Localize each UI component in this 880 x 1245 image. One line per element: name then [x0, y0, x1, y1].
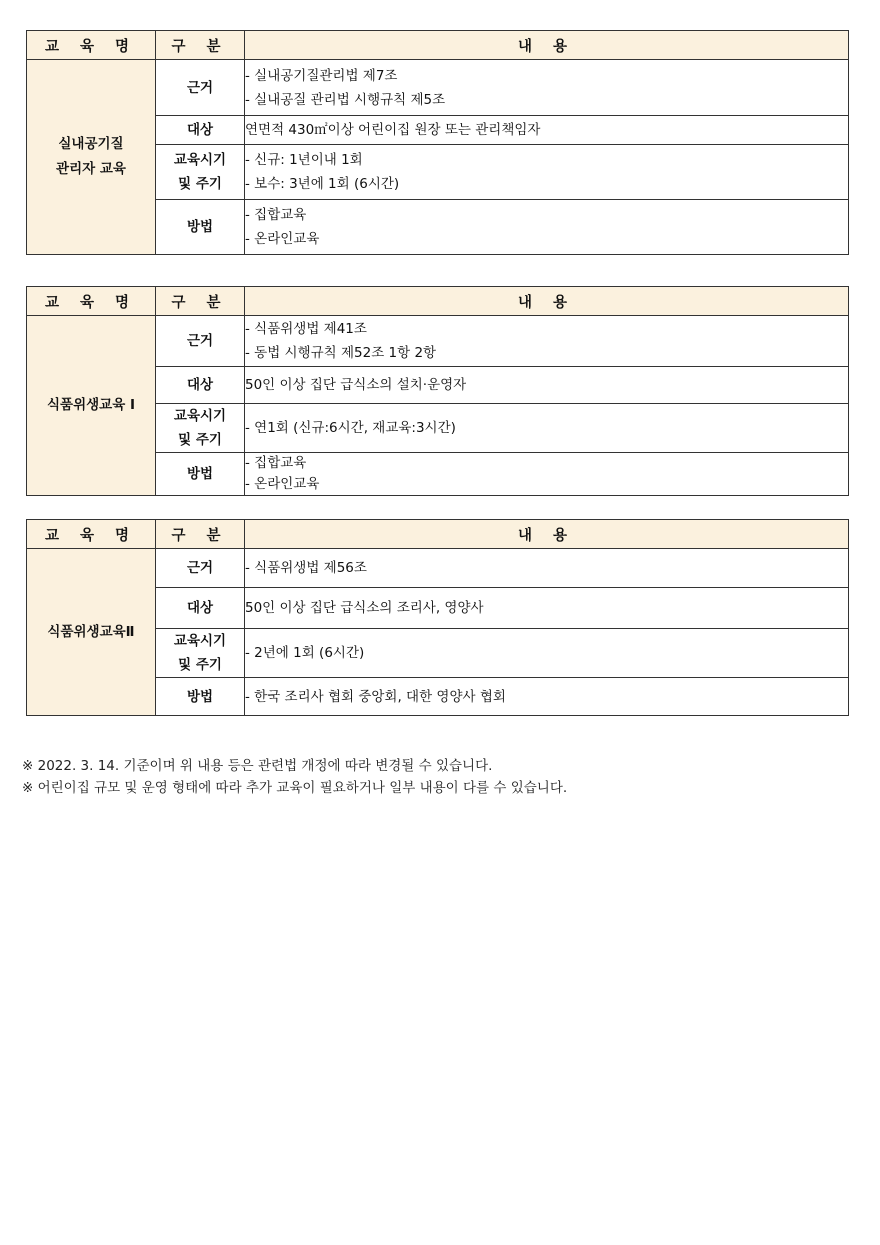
content-line: - 실내공기질관리법 제7조 — [245, 67, 398, 84]
content-line: - 한국 조리사 협회 중앙회, 대한 영양사 협회 — [245, 688, 506, 705]
content-line: 50인 이상 집단 급식소의 설치·운영자 — [245, 377, 467, 393]
content-line: - 동법 시행규칙 제52조 1항 2항 — [245, 345, 437, 361]
content-target — [245, 367, 849, 404]
header-content: 내 용 — [245, 31, 849, 60]
header-category: 구 분 — [156, 287, 245, 316]
content-method — [245, 200, 849, 255]
content-line: - 보수: 3년에 1회 (6시간) — [245, 176, 400, 192]
category-method: 방법 — [156, 453, 245, 496]
content-line: - 실내공질 관리법 시행규칙 제5조 — [245, 91, 446, 108]
content-basis — [245, 549, 849, 588]
education-table-food-hygiene-2 — [26, 519, 849, 716]
content-line: 50인 이상 집단 급식소의 조리사, 영양사 — [245, 600, 484, 616]
category-basis: 근거 — [156, 549, 245, 588]
table-header-row — [27, 287, 849, 316]
header-content: 내 용 — [245, 520, 849, 549]
content-period — [245, 629, 849, 678]
content-line: - 연1회 (신규:6시간, 재교육:3시간) — [245, 420, 456, 436]
category-target: 대상 — [156, 116, 245, 145]
education-name-line: 관리자 교육 — [56, 161, 126, 177]
header-name: 교 육 명 — [27, 287, 156, 316]
content-basis — [245, 316, 849, 367]
content-target — [245, 588, 849, 629]
content-method — [245, 453, 849, 496]
education-table-indoor-air — [26, 30, 849, 255]
category-period: 교육시기 및 주기 — [156, 629, 245, 678]
header-category: 구 분 — [156, 520, 245, 549]
content-line: - 집합교육 — [245, 207, 307, 223]
education-name — [27, 316, 156, 496]
footnotes — [22, 755, 567, 799]
education-name-line: 식품위생교육Ⅱ — [47, 623, 135, 640]
content-line: - 식품위생법 제41조 — [245, 321, 367, 337]
content-period — [245, 404, 849, 453]
content-target — [245, 116, 849, 145]
content-line: - 집합교육 — [245, 455, 307, 471]
table-header-row — [27, 520, 849, 549]
education-name — [27, 549, 156, 716]
content-basis — [245, 60, 849, 116]
table-row — [27, 60, 849, 116]
category-method: 방법 — [156, 678, 245, 716]
category-basis: 근거 — [156, 316, 245, 367]
education-name — [27, 60, 156, 255]
category-target: 대상 — [156, 367, 245, 404]
content-line: - 온라인교육 — [245, 231, 320, 247]
content-line: - 식품위생법 제56조 — [245, 560, 367, 576]
category-period: 교육시기 및 주기 — [156, 145, 245, 200]
content-method — [245, 678, 849, 716]
content-line: 연면적 430㎡이상 어린이집 원장 또는 관리책임자 — [245, 122, 541, 138]
footnote: ※ 어린이집 규모 및 운영 형태에 따라 추가 교육이 필요하거나 일부 내용이 다를 수 있습니다. — [22, 780, 568, 796]
header-content: 내 용 — [245, 287, 849, 316]
education-name-line: 식품위생교육 Ⅰ — [47, 397, 135, 413]
table-row — [27, 316, 849, 367]
category-method: 방법 — [156, 200, 245, 255]
category-basis: 근거 — [156, 60, 245, 116]
category-target: 대상 — [156, 588, 245, 629]
header-name: 교 육 명 — [27, 31, 156, 60]
education-table-food-hygiene-1 — [26, 286, 849, 496]
footnote: ※ 2022. 3. 14. 기준이며 위 내용 등은 관련법 개정에 따라 변경될 수 있습니다. — [22, 758, 493, 774]
table-header-row — [27, 31, 849, 60]
content-line: - 신규: 1년이내 1회 — [245, 152, 363, 168]
content-period — [245, 145, 849, 200]
content-line: - 온라인교육 — [245, 476, 320, 492]
category-period: 교육시기 및 주기 — [156, 404, 245, 453]
header-name: 교 육 명 — [27, 520, 156, 549]
table-row — [27, 549, 849, 588]
header-category: 구 분 — [156, 31, 245, 60]
content-line: - 2년에 1회 (6시간) — [245, 645, 365, 661]
education-name-line: 실내공기질 — [58, 136, 124, 152]
